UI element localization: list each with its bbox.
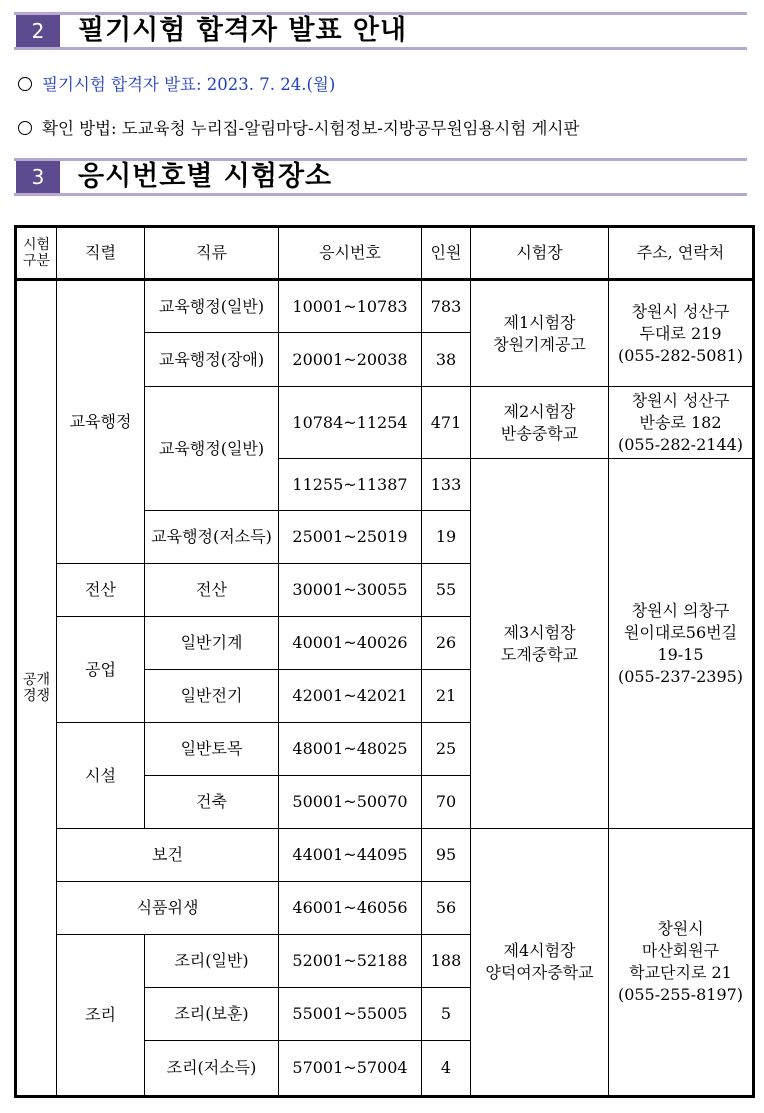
address-4-tel: (055-255-8197) — [617, 985, 744, 1004]
count-cell: 188 — [422, 935, 471, 988]
header-address: 주소, 연락처 — [609, 227, 754, 280]
type-cell: 일반토목 — [145, 723, 279, 776]
circle-bullet-icon — [18, 77, 32, 91]
count-cell: 56 — [422, 882, 471, 935]
series-cell-food: 식품위생 — [57, 882, 279, 935]
series-cell-it: 전산 — [57, 564, 145, 617]
range-cell: 20001~20038 — [279, 333, 422, 387]
range-cell: 40001~40026 — [279, 617, 422, 670]
header-count: 인원 — [422, 227, 471, 280]
count-cell: 19 — [422, 511, 471, 564]
venue-3-cell — [471, 459, 609, 829]
series-cell-fac: 시설 — [57, 723, 145, 829]
address-3-line2: 원이대로56번길 — [623, 622, 738, 642]
type-cell: 조리(보훈) — [145, 988, 279, 1041]
range-cell: 10784~11254 — [279, 387, 422, 459]
type-cell: 일반기계 — [145, 617, 279, 670]
venue-1-cell — [471, 280, 609, 387]
address-1-line1: 창원시 성산구 — [631, 301, 730, 321]
venue-3-name: 제3시험장 — [503, 622, 576, 642]
count-cell: 38 — [422, 333, 471, 387]
header-type: 직류 — [145, 227, 279, 280]
check-method-text: 확인 방법: 도교육청 누리집-알림마당-시험정보-지방공무원임용시험 게시판 — [42, 119, 580, 138]
series-cell-cook: 조리 — [57, 935, 145, 1097]
address-2-line1: 창원시 성산구 — [631, 390, 730, 410]
address-3-line1: 창원시 의창구 — [631, 600, 730, 620]
count-cell: 26 — [422, 617, 471, 670]
count-cell: 133 — [422, 459, 471, 511]
section-2-title: 필기시험 합격자 발표 안내 — [78, 15, 408, 46]
venue-4-cell — [471, 829, 609, 1097]
address-2-line2: 반송로 182 — [639, 412, 722, 432]
address-1-line2: 두대로 219 — [639, 323, 722, 343]
section-2-header — [14, 12, 747, 50]
type-cell: 조리(저소득) — [145, 1041, 279, 1097]
type-cell: 조리(일반) — [145, 935, 279, 988]
venue-2-school: 반송중학교 — [500, 423, 579, 443]
count-cell: 55 — [422, 564, 471, 617]
address-3-cell — [609, 459, 754, 829]
category-cell: 공개경쟁 — [16, 280, 57, 1097]
range-cell: 42001~42021 — [279, 670, 422, 723]
address-1-cell — [609, 280, 754, 387]
count-cell: 471 — [422, 387, 471, 459]
type-cell: 건축 — [145, 776, 279, 829]
address-4-cell — [609, 829, 754, 1097]
range-cell: 11255~11387 — [279, 459, 422, 511]
header-exam-number: 응시번호 — [279, 227, 422, 280]
range-cell: 10001~10783 — [279, 280, 422, 333]
address-4-line3: 학교단지로 21 — [629, 963, 732, 982]
table-header-row — [16, 227, 754, 280]
venue-1-school: 창원기계공고 — [493, 334, 586, 354]
section-2-number: 2 — [16, 15, 60, 47]
section-3-number: 3 — [16, 161, 60, 193]
address-2-cell — [609, 387, 754, 459]
count-cell: 783 — [422, 280, 471, 333]
type-cell: 교육행정(일반) — [145, 387, 279, 511]
venue-3-school: 도계중학교 — [500, 644, 579, 664]
count-cell: 25 — [422, 723, 471, 776]
range-cell: 52001~52188 — [279, 935, 422, 988]
address-4-line2: 마산회원구 — [641, 941, 720, 960]
range-cell: 46001~46056 — [279, 882, 422, 935]
address-4-line1: 창원시 — [657, 919, 704, 938]
count-cell: 70 — [422, 776, 471, 829]
count-cell: 21 — [422, 670, 471, 723]
count-cell: 4 — [422, 1041, 471, 1097]
bullet-announcement — [18, 71, 335, 95]
range-cell: 30001~30055 — [279, 564, 422, 617]
venue-1-name: 제1시험장 — [503, 312, 576, 332]
count-cell: 95 — [422, 829, 471, 882]
series-cell-eng: 공업 — [57, 617, 145, 723]
range-cell: 44001~44095 — [279, 829, 422, 882]
table-row — [16, 280, 754, 333]
address-2-tel: (055-282-2144) — [617, 434, 744, 454]
type-cell: 교육행정(일반) — [145, 280, 279, 333]
bullet-check-method — [18, 115, 579, 139]
header-category: 시험구분 — [16, 227, 57, 280]
announcement-date-text: 필기시험 합격자 발표: 2023. 7. 24.(월) — [42, 75, 336, 94]
address-1-tel: (055-282-5081) — [617, 345, 744, 365]
address-3-line3: 19-15 — [657, 644, 704, 664]
exam-venue-table — [14, 225, 755, 1098]
table-row — [16, 829, 754, 882]
circle-bullet-icon — [18, 121, 32, 135]
range-cell: 55001~55005 — [279, 988, 422, 1041]
range-cell: 25001~25019 — [279, 511, 422, 564]
type-cell: 교육행정(저소득) — [145, 511, 279, 564]
venue-2-name: 제2시험장 — [503, 401, 576, 421]
venue-2-cell — [471, 387, 609, 459]
range-cell: 48001~48025 — [279, 723, 422, 776]
series-cell-health: 보건 — [57, 829, 279, 882]
header-venue: 시험장 — [471, 227, 609, 280]
range-cell: 57001~57004 — [279, 1041, 422, 1097]
count-cell: 5 — [422, 988, 471, 1041]
venue-4-school: 양덕여자중학교 — [485, 963, 594, 982]
type-cell: 교육행정(장애) — [145, 333, 279, 387]
series-cell-edu: 교육행정 — [57, 280, 145, 564]
range-cell: 50001~50070 — [279, 776, 422, 829]
section-3-title: 응시번호별 시험장소 — [78, 161, 333, 192]
type-cell: 일반전기 — [145, 670, 279, 723]
type-cell: 전산 — [145, 564, 279, 617]
header-series: 직렬 — [57, 227, 145, 280]
venue-4-name: 제4시험장 — [503, 941, 576, 960]
section-3-header — [14, 158, 747, 196]
address-3-tel: (055-237-2395) — [617, 666, 744, 686]
